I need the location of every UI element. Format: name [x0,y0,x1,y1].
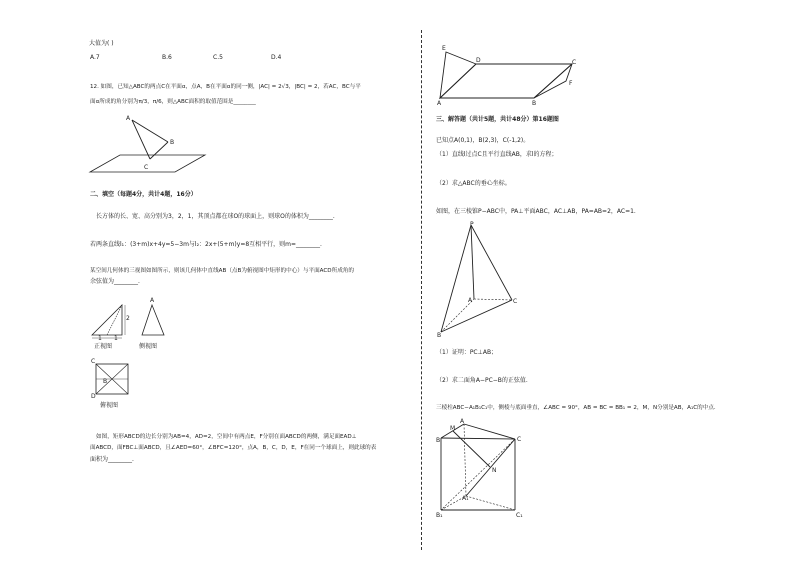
q18-part2: （2）求二面角A−PC−B的正弦值. [436,377,528,384]
choice-b: B.6 [162,54,172,61]
pyr-label-c: C [513,298,518,305]
q18-intro: 如图，在三棱锥P−ABC中，PA⊥平面ABC，AC⊥AB，PA=AB=2，AC=1. [436,208,636,215]
q12-line2: 面α所成的角分别为π/3，π/6，则△ABC面积的取值范围是________ [90,99,256,105]
q16-line2: 面ABCD，面FBC⊥面ABCD，且∠AED=60°，∠BFC=120°，点A，B，C，D，E，F在同一个球面上，则此球的表 [90,445,377,451]
prism-label-c: C [517,436,522,443]
section-answer-heading: 三、解答题（共计5题，共计48分）第16题图 [436,116,559,123]
q17-part2: （2）求△ABC的垂心坐标。 [436,180,511,187]
side-view-label-a: A [150,297,155,304]
fig12-label-c: C [144,164,149,171]
q17-part1: （1）直线l过点C且平行直线AB，求l的方程； [436,151,558,158]
fig16-label-b: B [532,100,537,107]
q14-text: 若两条直线l₁：(3+m)x+4y=5−3m与l₂：2x+(5+m)y=8互相平行，则m=________. [90,241,322,248]
front-view-label: 正视图 [94,343,113,350]
pyr-label-a: A [468,297,473,304]
q17-intro: 已知点A(0,1)，B(2,3)，C(-1,2)。 [436,137,530,144]
prism-label-a: A [460,418,465,425]
dim-1a: 1 [98,335,102,342]
q12-figure [90,112,210,177]
section-fill-in-heading: 二、填空（每题4分，共计4题，16分） [90,191,197,198]
fig12-label-b: B [170,139,175,146]
q12-line1: 12. 如图，已知△ABC的两点C在平面α，点A，B在平面α的同一侧，|AC| = 2√3，|BC| = 2，若AC，BC与平 [90,84,361,90]
top-view-label-d: D [91,393,96,400]
side-view-label: 侧视图 [139,343,158,350]
choice-a: A.7 [90,54,100,61]
prism-figure [436,420,536,520]
q18-part1: （1）证明：PC⊥AB； [436,349,498,356]
q16-line3: 面积为________. [90,456,134,463]
fig12-label-a: A [126,115,131,122]
dim-2: 2 [126,315,130,322]
q15-line1: 某空间几何体的三视图如图所示，则该几何体中直线AB（点B为俯视图中矩形的中心）与平面ACD所成角的 [90,268,354,274]
column-divider [421,30,422,550]
choice-d: D.4 [271,54,282,61]
prism-label-n: N [492,467,497,474]
dim-1b: 1 [114,335,118,342]
prism-label-b1: B₁ [436,512,443,519]
q15-line2: 余弦值为________. [90,278,140,285]
question-tail: 大值为( ) [89,40,114,47]
prism-label-m: M [450,425,456,432]
prism-label-c1: C₁ [516,512,523,519]
top-view-label-c: C [91,358,96,365]
three-views-figure [90,293,180,413]
q13-text: 长方体的长、宽、高分别为3，2，1，其顶点都在球O的球面上，则球O的体积为________. [96,213,335,220]
fig16-label-e: E [442,45,446,52]
q16-figure [436,42,586,107]
q19-intro: 三棱柱ABC−A₁B₁C₁中，侧棱与底面垂直，∠ABC = 90°，AB = BC = BB₁ = 2，M，N分别是AB，A₁C的中点. [436,405,716,411]
prism-label-b: B [436,437,441,444]
choice-c: C.5 [213,54,223,61]
fig16-label-a: A [437,100,442,107]
fig16-label-d: D [476,57,481,64]
pyr-label-p: P [470,221,474,228]
top-view-label: 俯视图 [100,402,119,409]
pyr-label-b: B [437,332,442,339]
q16-line1: 如图，矩形ABCD的边长分别为AB=4，AD=2，空间中有两点E，F分别在面ABCD的两侧，满足面EAD⊥ [96,434,357,440]
fig16-label-f: F [569,80,573,87]
fig16-label-c: C [572,59,577,66]
pyramid-figure [436,220,526,340]
prism-label-a1: A₁ [462,495,469,502]
top-view-label-b: B [103,378,108,385]
